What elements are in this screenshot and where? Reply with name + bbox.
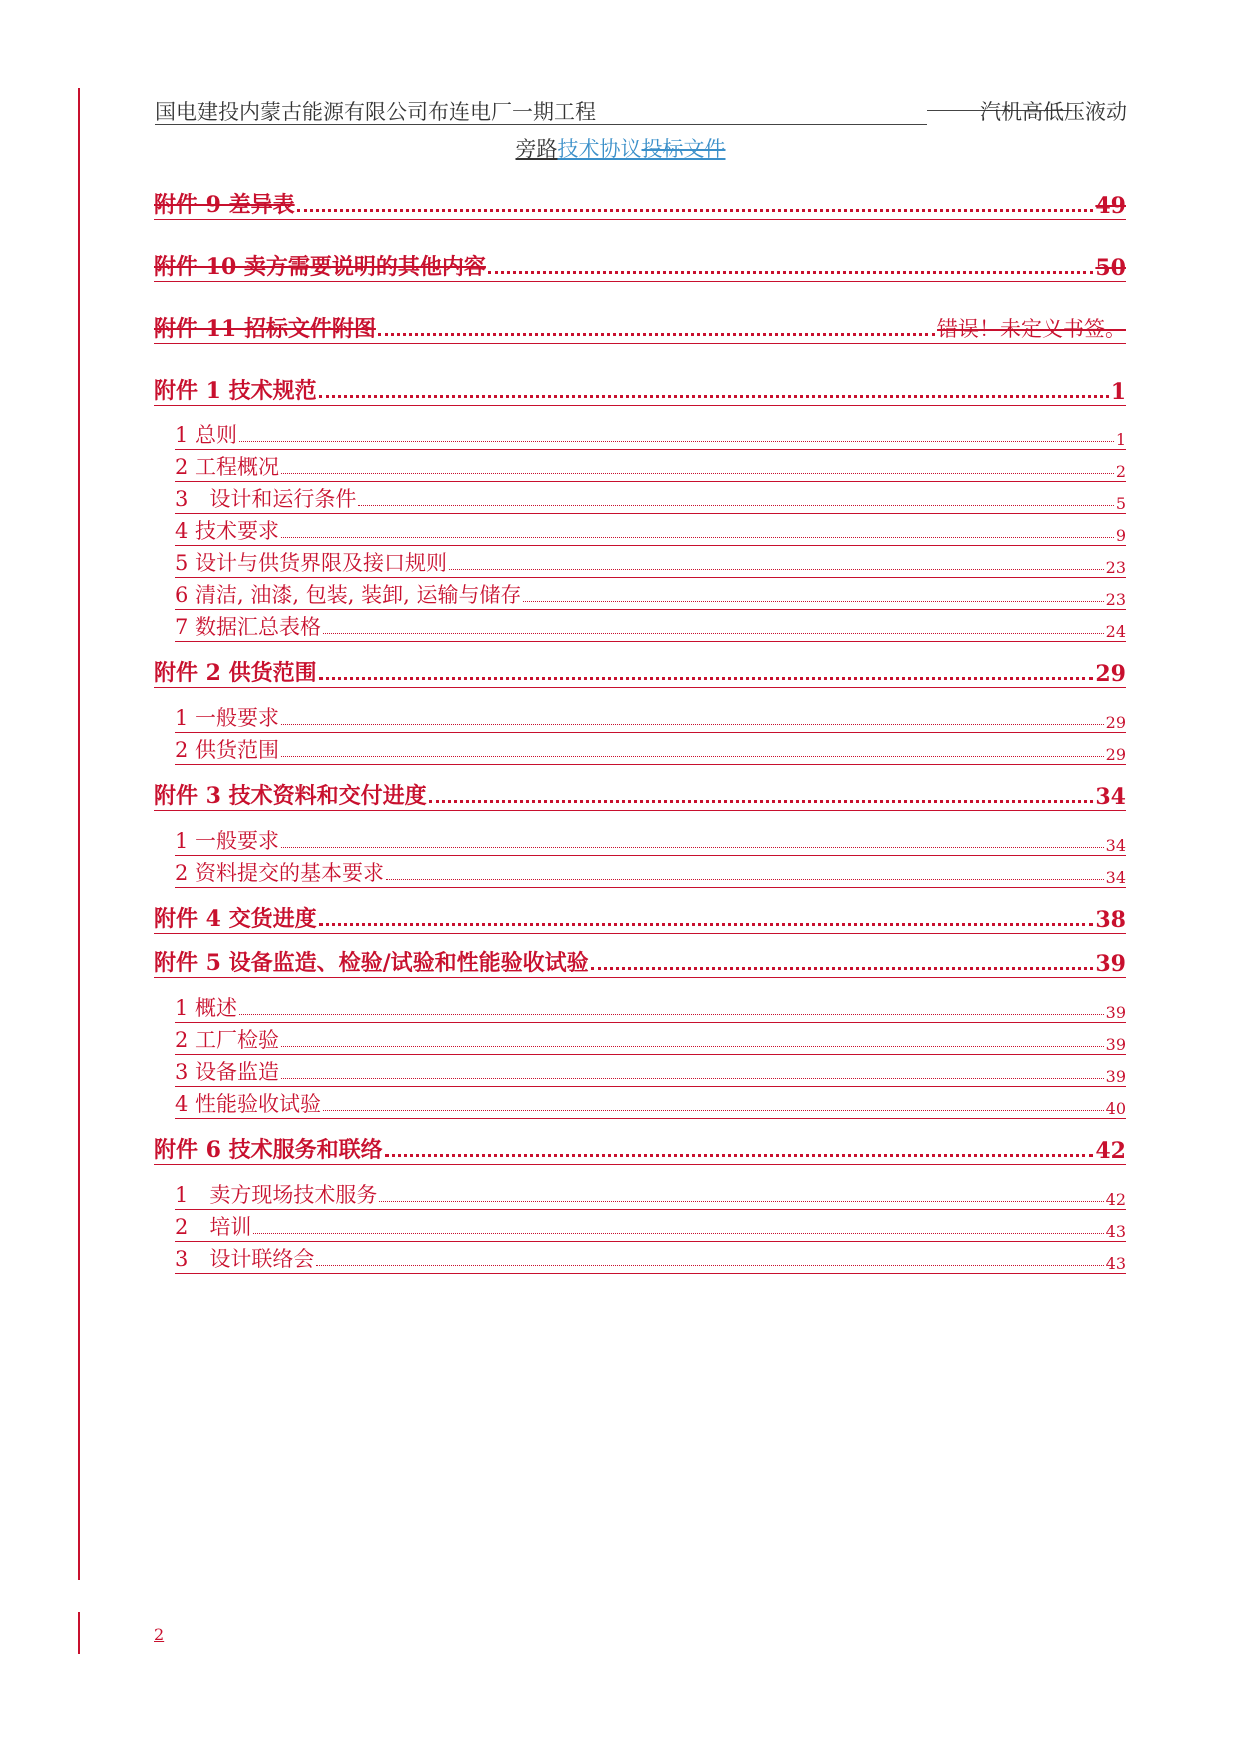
toc-leader-dots (253, 1233, 1103, 1234)
toc-item[interactable] (175, 825, 1126, 856)
toc-leader-dots (239, 441, 1114, 442)
toc-leader-dots (281, 1046, 1104, 1047)
toc-section-page: 39 (1095, 951, 1126, 977)
toc-item-label: 3 设备监造 (175, 1060, 280, 1084)
toc-section-page: 1 (1110, 379, 1126, 405)
toc-leader-dots (281, 724, 1104, 725)
toc-leader-dots (281, 473, 1114, 474)
toc-item-label: 3 设计联络会 (175, 1247, 315, 1271)
toc-entry-deleted[interactable] (154, 250, 1126, 282)
toc-leader-dots (319, 923, 1094, 926)
toc-leader-dots (449, 569, 1104, 570)
toc-item[interactable] (175, 702, 1126, 733)
toc-item-page: 24 (1105, 622, 1126, 641)
toc-leader-dots (591, 967, 1094, 970)
toc-item-label: 4 性能验收试验 (175, 1092, 322, 1116)
toc-leader-dots (523, 601, 1103, 602)
toc-leader-dots (323, 633, 1104, 634)
toc-item-label: 4 技术要求 (175, 519, 280, 543)
toc-item-page: 2 (1115, 462, 1126, 481)
toc-item-label: 2 工厂检验 (175, 1028, 280, 1052)
toc-item-page: 1 (1115, 430, 1126, 449)
toc-section[interactable] (154, 656, 1126, 688)
toc-section[interactable] (154, 374, 1126, 406)
toc-leader-dots (281, 1078, 1104, 1079)
toc-section[interactable] (154, 1133, 1126, 1165)
toc-item-page: 5 (1115, 494, 1126, 513)
toc-item-label: 1 概述 (175, 996, 238, 1020)
toc-entry-deleted[interactable] (154, 312, 1126, 344)
toc-item-page: 34 (1105, 868, 1126, 887)
toc-item-page: 9 (1115, 526, 1126, 545)
toc-item-page: 43 (1105, 1222, 1126, 1241)
toc-section-label: 附件 1 技术规范 (154, 378, 317, 404)
header-title-deleted: 投标文件 (641, 137, 726, 161)
toc-item-label: 2 资料提交的基本要求 (175, 861, 385, 885)
toc-section-page: 34 (1095, 784, 1126, 810)
toc-section-label: 附件 6 技术服务和联络 (154, 1137, 383, 1163)
toc-item-label: 1 一般要求 (175, 829, 280, 853)
toc-item[interactable] (175, 734, 1126, 765)
toc-leader-dots (281, 847, 1104, 848)
toc-item[interactable] (175, 1088, 1126, 1119)
toc-item-label: 5 设计与供货界限及接口规则 (175, 551, 448, 575)
toc-leader-dots (281, 756, 1104, 757)
toc-leader-dots (429, 800, 1094, 803)
header-title-inserted: 技术协议 (557, 137, 642, 161)
toc-item-label: 1 总则 (175, 423, 238, 447)
toc-entry-page: 49 (1095, 193, 1126, 219)
toc-leader-dots (323, 1110, 1104, 1111)
toc-item[interactable] (175, 483, 1126, 514)
header-project-name: 国电建投内蒙古能源有限公司布连电厂一期工程 (155, 100, 596, 124)
toc-item[interactable] (175, 547, 1126, 578)
toc-item-page: 29 (1105, 713, 1126, 732)
toc-entry-deleted[interactable] (154, 188, 1126, 220)
toc-item-label: 6 清洁, 油漆, 包装, 装卸, 运输与储存 (175, 583, 522, 607)
toc-item[interactable] (175, 992, 1126, 1023)
toc-leader-dots (316, 1265, 1103, 1266)
toc-item[interactable] (175, 451, 1126, 482)
toc-item-page: 42 (1105, 1190, 1126, 1209)
toc-leader-dots (488, 271, 1093, 274)
toc-item[interactable] (175, 419, 1126, 450)
toc-item[interactable] (175, 515, 1126, 546)
toc-leader-dots (358, 505, 1113, 506)
toc-item-page: 23 (1105, 558, 1126, 577)
toc-item-page: 39 (1105, 1067, 1126, 1086)
toc-section-label: 附件 5 设备监造、检验/试验和性能验收试验 (154, 950, 589, 976)
toc-item-page: 34 (1105, 836, 1126, 855)
toc-item[interactable] (175, 1179, 1126, 1210)
toc-item-label: 1 卖方现场技术服务 (175, 1183, 378, 1207)
toc-section[interactable] (154, 902, 1126, 934)
toc-entry-page: 50 (1095, 255, 1126, 281)
toc-item-label: 1 一般要求 (175, 706, 280, 730)
toc-section[interactable] (154, 779, 1126, 811)
header-doc-title: 汽机高低压液动 (980, 100, 1127, 124)
toc-section-label: 附件 4 交货进度 (154, 906, 317, 932)
header-title-a: 旁路 (515, 137, 558, 161)
toc-leader-dots (319, 677, 1094, 680)
toc-leader-dots (386, 879, 1104, 880)
toc-item-page: 29 (1105, 745, 1126, 764)
toc-section[interactable] (154, 946, 1126, 978)
toc-item-page: 39 (1105, 1035, 1126, 1054)
toc-item-page: 23 (1105, 590, 1126, 609)
toc-item-label: 2 培训 (175, 1215, 252, 1239)
toc-item[interactable] (175, 1211, 1126, 1242)
toc-item-label: 7 数据汇总表格 (175, 615, 322, 639)
toc-item-page: 43 (1105, 1254, 1126, 1273)
toc-item[interactable] (175, 579, 1126, 610)
toc-section-page: 42 (1095, 1138, 1126, 1164)
toc-entry-error: 错误！未定义书签。 (937, 317, 1126, 341)
toc-item-page: 39 (1105, 1003, 1126, 1022)
toc-leader-dots (378, 333, 935, 336)
toc-leader-dots (385, 1154, 1094, 1157)
toc-item-label: 2 工程概况 (175, 455, 280, 479)
toc-item-label: 3 设计和运行条件 (175, 487, 357, 511)
toc-item[interactable] (175, 1056, 1126, 1087)
toc-leader-dots (379, 1201, 1103, 1202)
toc-entry-label: 附件 10 卖方需要说明的其他内容 (154, 254, 486, 280)
page-number: 2 (154, 1625, 165, 1644)
toc-section-label: 附件 3 技术资料和交付进度 (154, 783, 427, 809)
toc-item-label: 2 供货范围 (175, 738, 280, 762)
toc-section-page: 38 (1095, 907, 1126, 933)
toc-item[interactable] (175, 857, 1126, 888)
toc-item[interactable] (175, 1024, 1126, 1055)
toc-section-label: 附件 2 供货范围 (154, 660, 317, 686)
toc-item-page: 40 (1105, 1099, 1126, 1118)
toc-item[interactable] (175, 1243, 1126, 1274)
toc-leader-dots (297, 209, 1094, 212)
toc-leader-dots (319, 395, 1109, 398)
toc-item[interactable] (175, 611, 1126, 642)
toc-entry-label: 附件 11 招标文件附图 (154, 316, 376, 342)
toc-leader-dots (239, 1014, 1104, 1015)
toc-entry-label: 附件 9 差异表 (154, 192, 295, 218)
toc-section-page: 29 (1095, 661, 1126, 687)
toc-leader-dots (281, 537, 1114, 538)
